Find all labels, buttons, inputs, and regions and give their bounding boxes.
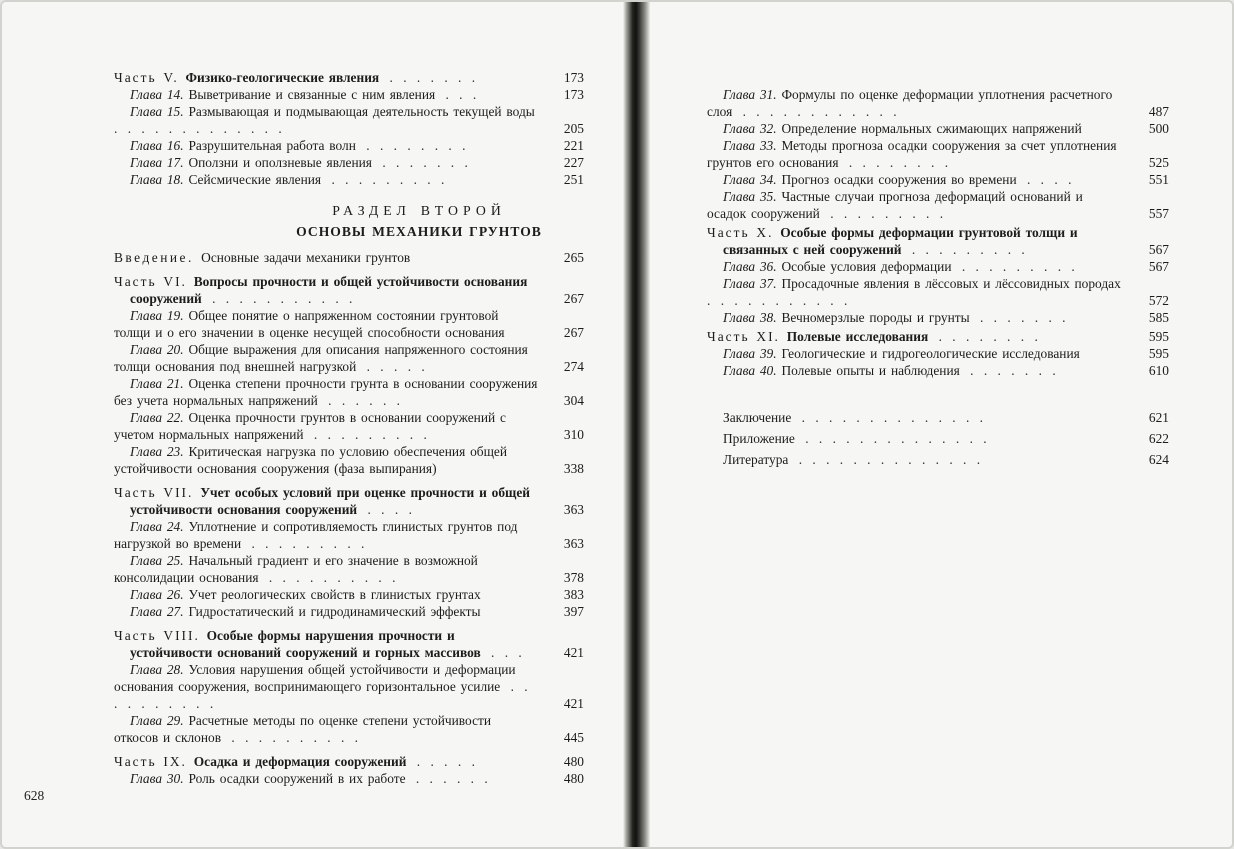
toc-section-continued [707,86,1169,379]
entry-page-number: 383 [563,587,584,602]
dot-leader: . . . . . . . . . . [258,570,396,585]
entry-title: Выветривание и связанные с ним явления [188,87,436,102]
toc-entry [707,328,1169,345]
toc-entry [114,154,584,171]
toc-entry [114,409,584,443]
toc-entry [114,753,584,770]
entry-page-number: 173 [563,87,584,102]
toc-entry [114,603,584,620]
entry-title: Полевые опыты и наблюдения [781,363,960,378]
left-page [2,2,623,847]
entry-page-number: 363 [563,536,584,551]
folio-page-number: 628 [24,788,45,803]
entry-title: Роль осадки сооружений в их работе [188,771,406,786]
entry-page-number: 363 [563,502,584,517]
dot-leader: . . . . . [356,359,425,374]
toc-entry [707,120,1169,137]
toc-left-column [114,62,584,787]
entry-title: Общее понятие о напряженном состоянии грунтовой толщи и о его значении в оценке несущей способности основания [114,308,505,340]
toc-entry [707,275,1169,309]
dot-leader: . . . . . . . . . [303,427,427,442]
entry-title: Приложение [723,431,795,446]
dot-leader: . . . . . . . . . . . . . . [794,431,987,446]
dot-leader: . . . . . . . . . . . . . . [791,410,984,425]
dot-leader: . . . . . . . [371,155,468,170]
toc-entry [114,661,584,712]
entry-label: Часть V. [114,70,186,85]
entry-page-number: 274 [563,359,584,374]
dot-leader: . . . . . . [317,393,400,408]
toc-entry [707,430,1169,447]
entry-page-number: 304 [563,393,584,408]
toc-entry [114,86,584,103]
entry-label: Глава 25. [130,553,189,568]
entry-page-number: 567 [1148,259,1169,274]
toc-entry [707,258,1169,275]
toc-entry [707,224,1169,258]
entry-title: Основные задачи механики грунтов [201,250,411,265]
entry-page-number: 338 [563,461,584,476]
dot-leader: . . . . . . . . . . . . [732,104,897,119]
entry-label: Глава 20. [130,342,189,357]
entry-page-number: 487 [1148,104,1169,119]
toc-entry [114,249,584,266]
entry-title: Формулы по оценке деформации уплотнения расчетного слоя [707,87,1113,119]
dot-leader: . . . . . . [405,771,488,786]
toc-entry [707,345,1169,362]
entry-title: Полевые исследования [786,329,929,344]
toc-entry [114,627,584,661]
entry-page-number: 551 [1148,172,1169,187]
toc-entry [114,307,584,341]
entry-title: Методы прогноза осадки сооружения за счет уплотнения грунтов его основания [707,138,1117,170]
entry-title: Вечномерзлые породы и грунты [781,310,970,325]
dot-leader: . . . . . . . . . [951,259,1075,274]
entry-page-number: 378 [563,570,584,585]
entry-title: Физико-геологические явления [185,70,380,85]
entry-title: Особые формы деформации грунтовой толщи и связанных с ней сооружений [723,225,1078,257]
entry-page-number: 500 [1148,121,1169,136]
entry-page-number: 567 [1148,242,1169,257]
entry-label: Часть XI. [707,329,787,344]
entry-title: Учет реологических свойств в глинистых грунтах [188,587,481,602]
entry-page-number: 267 [563,325,584,340]
toc-entry [114,712,584,746]
dot-leader: . . . . . . . . . [819,206,944,221]
toc-entry [707,309,1169,326]
dot-leader: . . . . [1016,172,1072,187]
entry-page-number: 227 [563,155,584,170]
right-page [650,2,1232,847]
toc-entry [707,409,1169,426]
entry-label: Введение. [114,250,202,265]
entry-page-number: 480 [563,754,584,769]
section-heading [264,202,574,240]
entry-title: Прогноз осадки сооружения во времени [781,172,1017,187]
entry-label: Часть VII. [114,485,201,500]
book-spine-divider [623,2,650,847]
entry-label: Глава 40. [723,363,782,378]
entry-page-number: 310 [563,427,584,442]
entry-page-number: 267 [563,291,584,306]
entry-label: Глава 29. [130,713,189,728]
entry-label: Глава 33. [723,138,782,153]
entry-page-number: 251 [563,172,584,187]
entry-page-number: 265 [563,250,584,265]
entry-label: Часть VIII. [114,628,207,643]
dot-leader: . . . . . . . . [838,155,949,170]
dot-leader: . . . . . . . . . . . [707,293,848,308]
entry-label: Глава 24. [130,519,189,534]
entry-title: Литература [723,452,789,467]
entry-label: Глава 23. [130,444,189,459]
entry-label: Глава 21. [130,376,189,391]
entry-label: Часть X. [707,225,781,240]
dot-leader: . . . . . . . . . [241,536,365,551]
dot-leader: . . . . . . . [959,363,1056,378]
entry-title: Уплотнение и сопротивляемость глинистых грунтов под нагрузкой во времени [114,519,518,551]
toc-section-back-matter [707,409,1169,468]
toc-right-column [707,86,1169,472]
entry-title: Гидростатический и гидродинамический эффекты [188,604,481,619]
entry-page-number: 525 [1148,155,1169,170]
entry-label: Глава 39. [723,346,782,361]
entry-label: Глава 27. [130,604,189,619]
entry-label: Глава 16. [130,138,189,153]
dot-leader: . . . . . . . [969,310,1066,325]
entry-label: Глава 34. [723,172,782,187]
entry-title: Размывающая и подмывающая деятельность текущей воды [188,104,535,119]
dot-leader: . . . . . [406,754,475,769]
entry-label: Глава 32. [723,121,782,136]
entry-page-number: 595 [1148,346,1169,361]
entry-label: Глава 36. [723,259,782,274]
toc-entry [114,770,584,787]
entry-page-number: 621 [1148,410,1169,425]
entry-page-number: 622 [1148,431,1169,446]
entry-label: Глава 30. [130,771,189,786]
toc-entry [707,86,1169,120]
entry-page-number: 557 [1148,206,1169,221]
entry-label: Глава 26. [130,587,189,602]
entry-title: Частные случаи прогноза деформаций оснований и осадок сооружений [707,189,1083,221]
entry-page-number: 421 [563,645,584,660]
entry-title: Критическая нагрузка по условию обеспечения общей устойчивости основания сооружения (фаза выпирания) [114,444,508,476]
entry-title: Определение нормальных сжимающих напряжений [781,121,1082,136]
entry-page-number: 445 [563,730,584,745]
entry-page-number: 221 [563,138,584,153]
entry-label: Глава 14. [130,87,189,102]
entry-title: Условия нарушения общей устойчивости и деформации основания сооружения, воспринимающего горизонтальное усилие [114,662,516,694]
entry-title: Оценка степени прочности грунта в основании сооружения без учета нормальных напряжений [114,376,538,408]
dot-leader: . . . . [357,502,412,517]
dot-leader: . . . . . . . . . . [221,730,359,745]
toc-entry [114,484,584,518]
entry-title: Сейсмические явления [188,172,322,187]
section-heading-line2: ОСНОВЫ МЕХАНИКИ ГРУНТОВ [296,224,542,239]
entry-label: Часть VI. [114,274,194,289]
dot-leader: . . . . . . . . . . [114,679,528,711]
dot-leader: . . . . . . . . . . . [201,291,353,306]
toc-entry [707,451,1169,468]
entry-label: Глава 38. [723,310,782,325]
toc-entry [707,137,1169,171]
entry-page-number: 610 [1148,363,1169,378]
entry-page-number: 595 [1148,329,1169,344]
entry-title: Начальный градиент и его значение в возможной консолидации основания [114,553,478,585]
entry-label: Глава 35. [723,189,782,204]
dot-leader: . . . [435,87,477,102]
toc-entry [114,341,584,375]
entry-label: Глава 18. [130,172,189,187]
dot-leader: . . . . . . . . [355,138,466,153]
toc-entry [114,552,584,586]
toc-entry [707,171,1169,188]
entry-label: Глава 37. [723,276,782,291]
entry-title: Оценка прочности грунтов в основании сооружений с учетом нормальных напряжений [114,410,506,442]
toc-section-main [114,249,584,787]
entry-page-number: 585 [1148,310,1169,325]
entry-title: Вопросы прочности и общей устойчивости основания сооружений [130,274,528,306]
entry-title: Особые формы нарушения прочности и устойчивости оснований сооружений и горных массивов [130,628,481,660]
dot-leader: . . . . . . . . . . . . . . [788,452,981,467]
entry-page-number: 173 [563,70,584,85]
toc-entry [707,362,1169,379]
toc-entry [114,586,584,603]
toc-entry [114,103,584,137]
toc-entry [114,518,584,552]
toc-section-part-v [114,69,584,188]
entry-title: Учет особых условий при оценке прочности и общей устойчивости основания сооружений [130,485,531,517]
entry-label: Глава 28. [130,662,189,677]
entry-label: Глава 17. [130,155,189,170]
toc-entry [707,188,1169,222]
toc-entry [114,137,584,154]
toc-entry [114,69,584,86]
entry-label: Глава 22. [130,410,189,425]
dot-leader: . . . [480,645,522,660]
dot-leader: . . . . . . . . [928,329,1038,344]
dot-leader: . . . . . . . . . . . . . [114,121,282,136]
entry-title: Заключение [723,410,792,425]
entry-page-number: 205 [563,121,584,136]
toc-entry [114,375,584,409]
entry-page-number: 397 [563,604,584,619]
entry-page-number: 572 [1148,293,1169,308]
dot-leader: . . . . . . . [379,70,476,85]
dot-leader: . . . . . . . . . [321,172,445,187]
toc-entry [114,443,584,477]
section-heading-line1: РАЗДЕЛ ВТОРОЙ [332,203,506,218]
entry-label: Глава 15. [130,104,189,119]
entry-title: Расчетные методы по оценке степени устойчивости откосов и склонов [114,713,492,745]
toc-entry [114,171,584,188]
entry-title: Общие выражения для описания напряженного состояния толщи основания под внешней нагрузкой [114,342,528,374]
entry-page-number: 480 [563,771,584,786]
entry-title: Просадочные явления в лёссовых и лёссовидных породах [781,276,1121,291]
entry-title: Особые условия деформации [781,259,952,274]
entry-label: Глава 31. [723,87,782,102]
entry-label: Часть IX. [114,754,194,769]
dot-leader: . . . . . . . . . [901,242,1025,257]
entry-page-number: 421 [563,696,584,711]
entry-page-number: 624 [1148,452,1169,467]
entry-title: Осадка и деформация сооружений [193,754,407,769]
entry-label: Глава 19. [130,308,189,323]
entry-title: Разрушительная работа волн [188,138,356,153]
entry-title: Оползни и оползневые явления [188,155,372,170]
entry-title: Геологические и гидрогеологические исследования [781,346,1080,361]
toc-entry [114,273,584,307]
